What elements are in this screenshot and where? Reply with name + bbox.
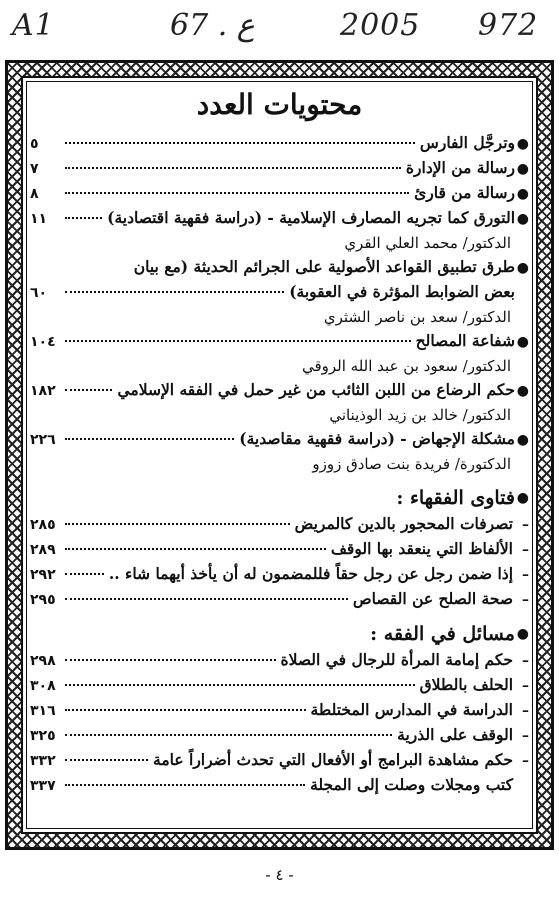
fatawa-section-heading [30, 484, 529, 512]
entry-title: الدراسة في المدارس المختلطة [310, 700, 513, 719]
toc-row [30, 156, 529, 181]
entry-title: تصرفات المحجور بالدين كالمريض [294, 514, 513, 533]
bullet-icon: ● [516, 260, 529, 276]
entry-title: إذا ضمن رجل عن رجل حقاً فللمضمون له أن يأخذ أيهما شاء .. [108, 564, 513, 583]
page-number: ٢٨٩ [30, 542, 56, 558]
page-number: ٣٢٥ [30, 728, 56, 744]
masail-row [30, 698, 529, 723]
entry-title: التورق كما تجريه المصارف الإسلامية - (دراسة فقهية اقتصادية) [107, 208, 515, 227]
leader-dots [65, 389, 112, 391]
handwritten-note-year: 2005 [340, 8, 421, 43]
bullet-icon: – [522, 653, 529, 669]
page-number: ٢٩٨ [30, 653, 56, 669]
entry-title: حكم إمامة المرأة للرجال في الصلاة [280, 650, 513, 669]
bullet-icon: – [522, 678, 529, 694]
toc-row [30, 181, 529, 206]
leader-dots [65, 291, 284, 293]
leader-dots [65, 709, 306, 711]
bullet-icon: ● [516, 432, 529, 448]
table-of-contents [30, 88, 529, 798]
entry-author: الدكتورة/ فريدة بنت صادق زوزو [312, 455, 511, 473]
masail-section-heading [30, 620, 529, 648]
page-number: ٣٣٢ [30, 753, 56, 769]
entry-title: حكم مشاهدة البرامج أو الأفعال التي تحدث أضراراً عامة [153, 750, 513, 769]
leader-dots [65, 598, 348, 600]
entry-title: طرق تطبيق القواعد الأصولية على الجرائم الحديثة (مع بيان [133, 257, 515, 276]
page-number: ٢٩٥ [30, 592, 56, 608]
toc-row [30, 131, 529, 156]
bullet-icon: – [522, 753, 529, 769]
bullet-icon: – [522, 517, 529, 533]
leader-dots [65, 784, 305, 786]
fatawa-row [30, 587, 529, 612]
bullet-icon: ● [516, 211, 529, 227]
page-number: ١٠٤ [30, 334, 56, 350]
page-number: ٢٨٥ [30, 517, 56, 533]
leader-dots [65, 573, 104, 575]
leader-dots [65, 659, 276, 661]
page-number: ١٨٢ [30, 383, 56, 399]
toc-row-continuation [30, 280, 529, 305]
main-entries [30, 131, 529, 476]
page-number: ١١ [30, 211, 48, 227]
entry-title: وترجَّل الفارس [419, 133, 515, 152]
page-number: ٣١٦ [30, 703, 56, 719]
toc-row [30, 206, 529, 231]
bullet-icon: – [522, 728, 529, 744]
fatawa-row [30, 562, 529, 587]
leader-dots [65, 759, 148, 761]
bullet-icon: ● [516, 186, 529, 202]
entry-author: الدكتور/ محمد العلي القري [344, 234, 511, 252]
entry-title: رسالة من الإدارة [405, 158, 515, 177]
toc-row [30, 427, 529, 452]
bullet-icon: ● [516, 626, 529, 642]
bullet-icon: – [522, 703, 529, 719]
bullet-icon: – [522, 592, 529, 608]
leader-dots [65, 217, 102, 219]
page-number: ٢٩٢ [30, 567, 56, 583]
bullet-icon: ● [516, 136, 529, 152]
handwritten-note-issue: 67 . ع [170, 8, 255, 43]
entry-title: صحة الصلح عن القصاص [352, 589, 513, 608]
toc-row [30, 255, 529, 280]
fatawa-row [30, 512, 529, 537]
bullet-icon: ● [516, 383, 529, 399]
masail-row [30, 648, 529, 673]
toc-row-last [30, 773, 529, 798]
masail-row [30, 723, 529, 748]
page-number: ٣٣٧ [30, 778, 56, 794]
entry-title: رسالة من قارئ [414, 183, 515, 202]
entry-title: حكم الرضاع من اللبن الثائب من غير حمل في الفقه الإسلامي [117, 380, 515, 399]
masail-row [30, 748, 529, 773]
leader-dots [65, 684, 415, 686]
page-footer-number: - ٤ - [265, 866, 294, 884]
bullet-icon: ● [516, 490, 529, 506]
leader-dots [65, 340, 411, 342]
section-heading-text: مسائل في الفقه : [370, 623, 515, 645]
entry-title-continuation: بعض الضوابط المؤثرة في العقوبة) [289, 282, 515, 301]
masail-row [30, 673, 529, 698]
bullet-icon: ● [516, 161, 529, 177]
entry-title: الألفاظ التي ينعقد بها الوقف [330, 539, 513, 558]
leader-dots [65, 167, 401, 169]
page-number: ٦٠ [30, 285, 48, 301]
masail-list [30, 648, 529, 773]
leader-dots [65, 548, 326, 550]
entry-author: الدكتور/ سعد بن ناصر الشثري [323, 308, 511, 326]
leader-dots [65, 734, 392, 736]
leader-dots [65, 438, 234, 440]
entry-title: الوقف على الذرية [397, 725, 513, 744]
toc-row [30, 378, 529, 403]
toc-row [30, 329, 529, 354]
section-heading-text: فتاوى الفقهاء : [396, 487, 515, 509]
entry-title: كتب ومجلات وصلت إلى المجلة [310, 775, 513, 794]
handwritten-note-number: 972 [478, 8, 539, 43]
page-number: ٨ [30, 186, 39, 202]
leader-dots [65, 142, 415, 144]
leader-dots [65, 192, 409, 194]
page-number: ٧ [30, 161, 39, 177]
bullet-icon: – [522, 542, 529, 558]
leader-dots [65, 523, 290, 525]
handwritten-note-a1: A1 [12, 8, 55, 43]
bullet-icon: ● [516, 334, 529, 350]
entry-title: مشكلة الإجهاض - (دراسة فقهية مقاصدية) [239, 429, 515, 448]
bullet-icon: – [522, 567, 529, 583]
entry-title: الحلف بالطلاق [419, 675, 513, 694]
page-number: ٢٢٦ [30, 432, 56, 448]
entry-title: شفاعة المصالح [415, 331, 515, 350]
entry-author: الدكتور/ سعود بن عبد الله الروقي [301, 357, 511, 375]
page-title: محتويات العدد [196, 88, 363, 121]
entry-author: الدكتور/ خالد بن زيد الوذيناني [329, 406, 511, 424]
page-number: ٣٠٨ [30, 678, 56, 694]
page-number: ٥ [30, 136, 39, 152]
fatawa-list [30, 512, 529, 612]
fatawa-row [30, 537, 529, 562]
